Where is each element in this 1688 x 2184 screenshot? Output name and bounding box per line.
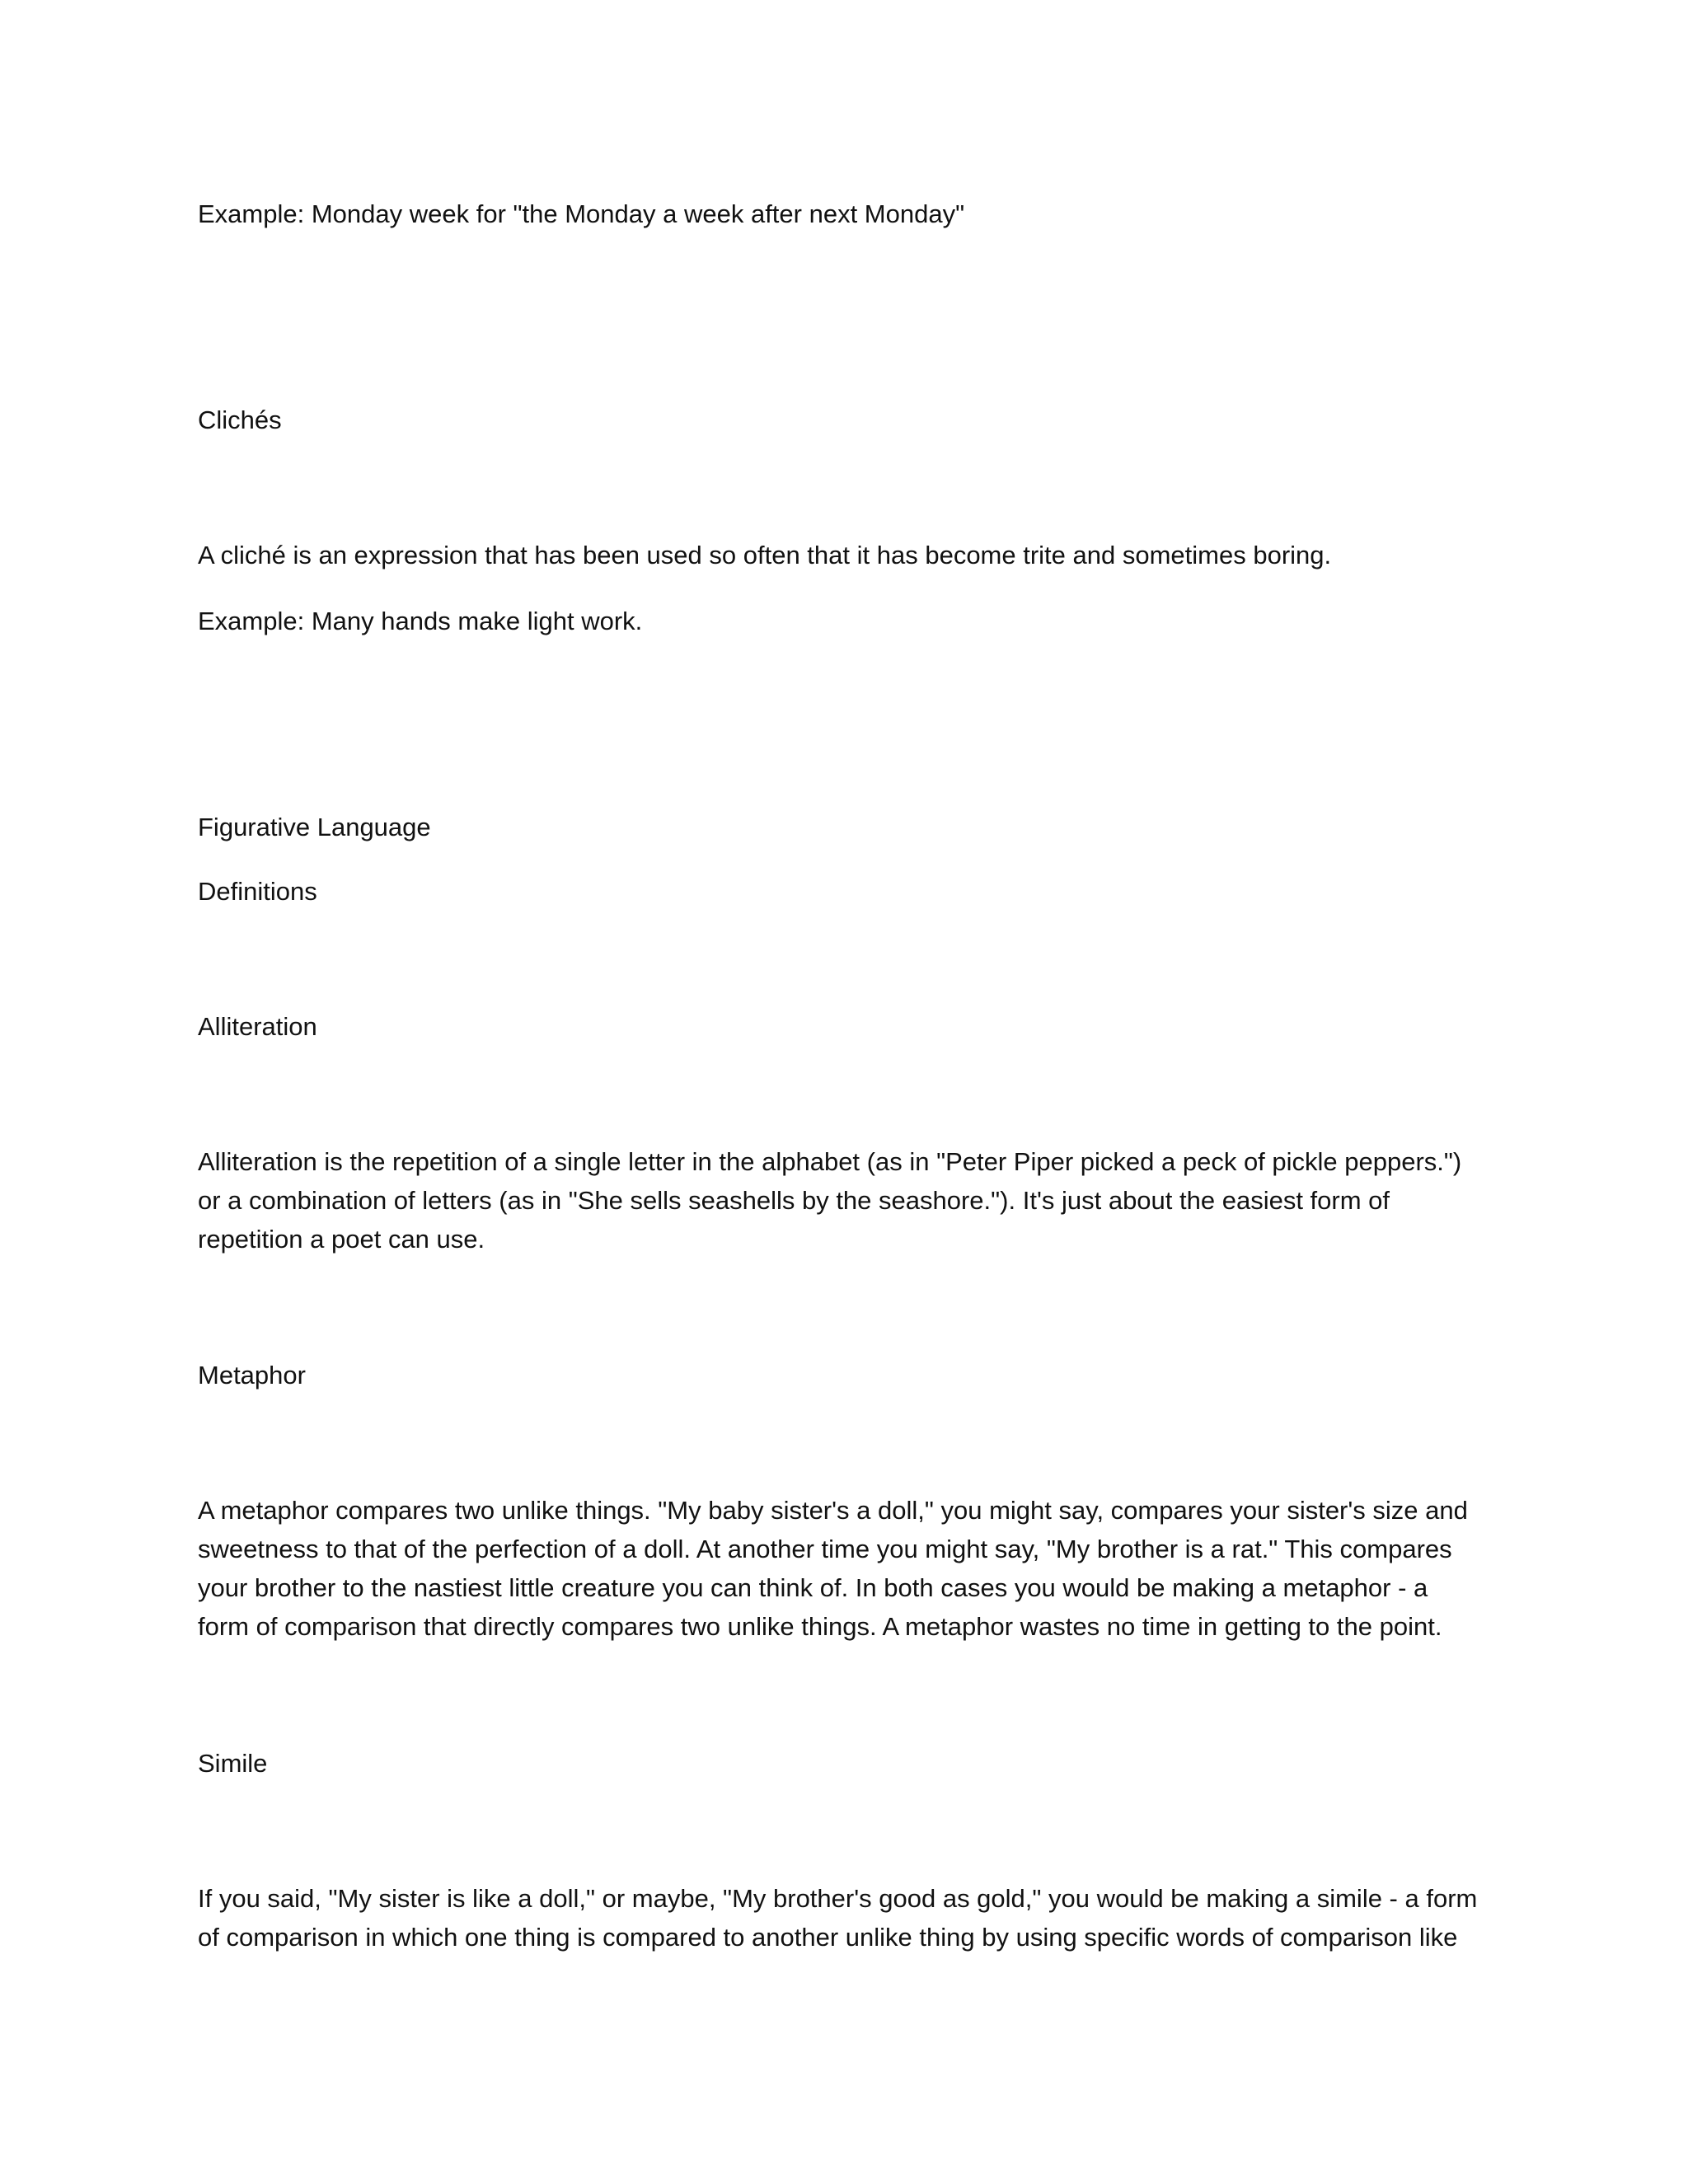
simile-line: If you said, "My sister is like a doll," or maybe, "My brother's good as gold," you would be making a simile - a form [198,1884,1478,1913]
alliteration-line: or a combination of letters (as in "She sells seashells by the seashore."). It's just about the easiest form of [198,1186,1390,1215]
alliteration-line: repetition a poet can use. [198,1225,485,1254]
metaphor-line: your brother to the nastiest little creature you can think of. In both cases you would be making a metaphor - a [198,1573,1428,1602]
cliche-definition-text: A cliché is an expression that has been used so often that it has become trite and sometimes boring. [198,541,1332,569]
metaphor-heading: Metaphor [198,1361,306,1390]
example-monday-text: Example: Monday week for "the Monday a week after next Monday" [198,199,965,228]
definitions-heading: Definitions [198,877,317,906]
simile-heading: Simile [198,1749,268,1778]
simile-line: of comparison in which one thing is compared to another unlike thing by using specific words of comparison like [198,1923,1458,1952]
metaphor-line: A metaphor compares two unlike things. "My baby sister's a doll," you might say, compares your sister's size and [198,1496,1468,1525]
cliches-heading: Clichés [198,405,282,434]
metaphor-line: sweetness to that of the perfection of a doll. At another time you might say, "My brother is a rat." This compares [198,1535,1452,1563]
alliteration-heading: Alliteration [198,1012,317,1041]
cliche-example-text: Example: Many hands make light work. [198,607,643,635]
simile-paragraph [198,1879,1517,1957]
alliteration-line: Alliteration is the repetition of a single letter in the alphabet (as in "Peter Piper picked a peck of pickle peppers.") [198,1147,1462,1176]
alliteration-paragraph [198,1142,1517,1258]
metaphor-line: form of comparison that directly compares two unlike things. A metaphor wastes no time in getting to the point. [198,1612,1442,1641]
figurative-language-heading: Figurative Language [198,813,431,841]
metaphor-paragraph [198,1491,1517,1646]
